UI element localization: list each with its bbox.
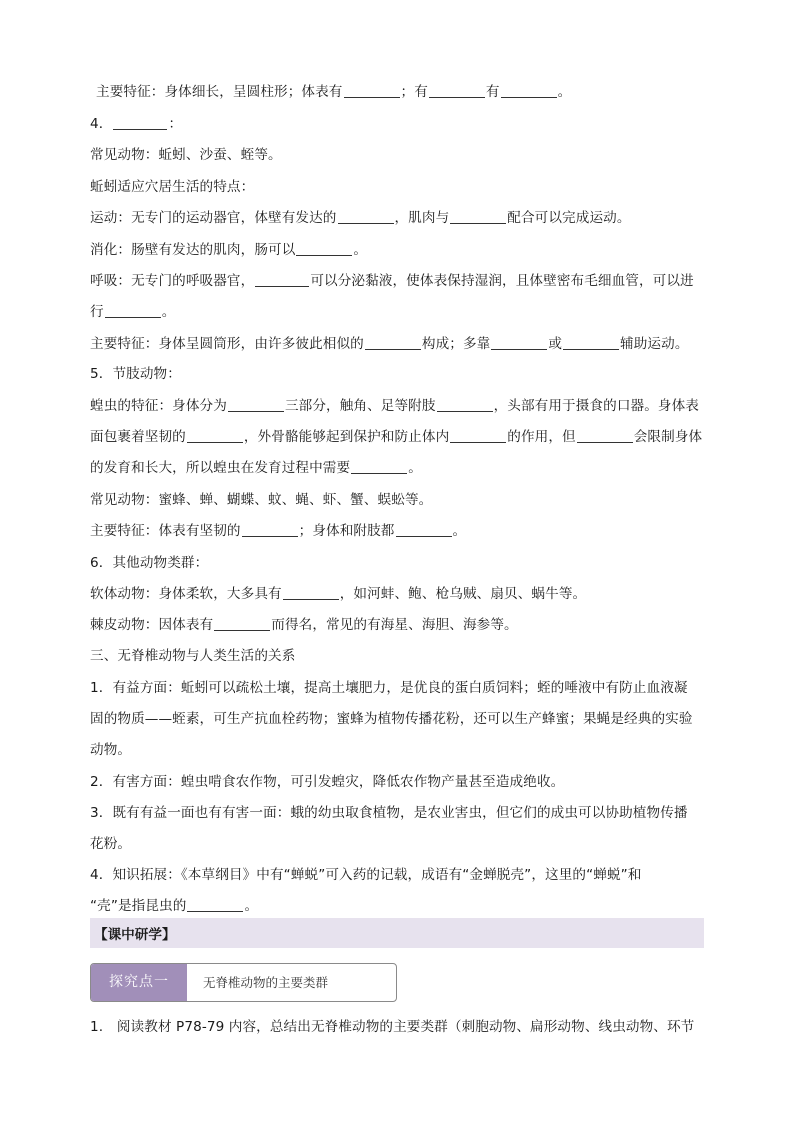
text-segment: 6．其他动物类群： [90, 555, 209, 571]
task-line: 1. 阅读教材 P78-79 内容，总结出无脊椎动物的主要类群（刺胞动物、扁形动物、线虫动物、环节 [90, 1019, 695, 1035]
text-line [90, 490, 704, 510]
fill-in-blank[interactable] [365, 335, 421, 350]
text-segment: ；身体和附肢都 [298, 523, 395, 539]
text-segment: 主要特征：身体细长，呈圆柱形；体表有 [96, 84, 343, 100]
text-segment: ： [168, 116, 183, 132]
fill-in-blank[interactable] [501, 83, 557, 98]
text-line [90, 803, 704, 823]
text-segment: ；有 [400, 84, 428, 100]
text-segment: 可以分泌黏液，使体表保持湿润，且体壁密布毛细血管，可以进 [310, 273, 694, 289]
text-line [96, 82, 704, 102]
text-line [90, 772, 704, 792]
fill-in-blank[interactable] [344, 83, 400, 98]
text-line [90, 865, 704, 885]
text-segment: 面包裹着坚韧的 [90, 429, 186, 445]
text-segment: 。 [557, 84, 572, 100]
text-segment: 1．有益方面：蚯蚓可以疏松土壤，提高土壤肥力，是优良的蛋白质饲料；蛭的唾液中有防止血液凝 [90, 680, 688, 696]
text-line [90, 646, 704, 666]
text-segment: 4． [90, 116, 113, 132]
text-line [90, 553, 704, 573]
fill-in-blank[interactable] [338, 209, 394, 224]
fill-in-blank[interactable] [396, 522, 452, 537]
fill-in-blank[interactable] [429, 83, 485, 98]
text-segment: ，如河蚌、鲍、枪乌贼、扇贝、蜗牛等。 [339, 586, 587, 602]
fill-in-blank[interactable] [105, 303, 161, 318]
fill-in-blank[interactable] [228, 397, 284, 412]
fill-in-blank[interactable] [113, 115, 167, 130]
text-segment: “壳”是指昆虫的 [90, 898, 187, 914]
text-line [90, 334, 704, 354]
text-line [90, 302, 704, 322]
text-segment: 。 [161, 304, 176, 320]
text-segment: 的作用，但 [507, 429, 576, 445]
text-segment: 或 [548, 336, 563, 352]
text-segment: ，头部有用于摄食的口器。身体表 [493, 398, 699, 414]
text-segment: 。 [408, 460, 422, 476]
text-line [90, 521, 704, 541]
fill-in-blank[interactable] [214, 616, 270, 631]
text-segment: 3．既有有益一面也有有害一面：蛾的幼虫取食植物，是农业害虫，但它们的成虫可以协助植物传播 [90, 805, 688, 821]
text-line [90, 114, 704, 134]
text-segment: 动物。 [90, 742, 132, 758]
text-segment: ，外骨骼能够起到保护和防止体内 [243, 429, 450, 445]
text-segment: 行 [90, 304, 104, 320]
text-segment: 蚯蚓适应穴居生活的特点： [90, 179, 255, 195]
fill-in-blank[interactable] [577, 428, 633, 443]
text-segment: 运动：无专门的运动器官，体壁有发达的 [90, 210, 337, 226]
text-segment: 而得名，常见的有海星、海胆、海参等。 [271, 617, 518, 633]
text-line [90, 271, 704, 291]
text-line [90, 678, 704, 698]
text-segment: 常见动物：蜜蜂、蝉、蝴蝶、蚊、蝇、虾、蟹、蜈蚣等。 [90, 492, 433, 508]
fill-in-blank[interactable] [437, 397, 493, 412]
text-segment: 棘皮动物：因体表有 [90, 617, 214, 633]
text-segment: 软体动物：身体柔软，大多具有 [90, 586, 282, 602]
text-segment: 花粉。 [90, 836, 132, 852]
text-segment: 辅助运动。 [620, 336, 689, 352]
text-line [90, 709, 704, 729]
section-banner-label: 【课中研学】 [94, 927, 176, 943]
text-segment: 三部分，触角、足等附肢 [284, 398, 436, 414]
text-segment: 会限制身体 [633, 429, 703, 445]
text-segment: 蝗虫的特征：身体分为 [90, 398, 227, 414]
probe-title: 无脊椎动物的主要类群 [203, 975, 329, 990]
section-banner [90, 918, 704, 948]
text-segment: 固的物质——蛭素，可生产抗血栓药物；蜜蜂为植物传播花粉，还可以生产蜂蜜；果蝇是经典的实验 [90, 711, 693, 727]
fill-in-blank[interactable] [187, 428, 243, 443]
text-line [90, 740, 704, 760]
text-segment: 的发育和长大，所以蝗虫在发育过程中需要 [90, 460, 351, 476]
text-line [90, 177, 704, 197]
text-segment: 。 [353, 242, 368, 258]
text-line [90, 458, 704, 478]
text-segment: 构成；多靠 [421, 336, 491, 352]
text-line [90, 427, 704, 447]
fill-in-blank[interactable] [296, 241, 352, 256]
text-segment: ，肌肉与 [394, 210, 450, 226]
fill-in-blank[interactable] [450, 209, 506, 224]
text-segment: 主要特征：体表有坚韧的 [90, 523, 241, 539]
text-segment: 呼吸：无专门的呼吸器官， [90, 273, 255, 289]
text-line [90, 240, 704, 260]
fill-in-blank[interactable] [187, 897, 243, 912]
fill-in-blank[interactable] [255, 272, 309, 287]
fill-in-blank[interactable] [351, 459, 407, 474]
fill-in-blank[interactable] [491, 335, 547, 350]
fill-in-blank[interactable] [283, 585, 339, 600]
text-segment: 消化：肠壁有发达的肌肉，肠可以 [90, 242, 296, 258]
probe-tag: 探究点一 [91, 964, 187, 1001]
text-line [90, 396, 704, 416]
text-segment: 。 [452, 523, 467, 539]
text-line [90, 896, 704, 916]
text-line [90, 834, 704, 854]
text-line [90, 584, 704, 604]
text-segment: 5．节肢动物： [90, 366, 181, 382]
text-segment: 三、无脊椎动物与人类生活的关系 [90, 648, 296, 664]
fill-in-blank[interactable] [450, 428, 506, 443]
text-segment: 有 [485, 84, 500, 100]
text-segment: 常见动物：蚯蚓、沙蚕、蛭等。 [90, 147, 282, 163]
fill-in-blank[interactable] [563, 335, 619, 350]
text-line [90, 615, 704, 635]
text-segment: 2．有害方面：蝗虫啃食农作物，可引发蝗灾，降低农作物产量甚至造成绝收。 [90, 774, 565, 790]
fill-in-blank[interactable] [242, 522, 298, 537]
text-line [90, 145, 704, 165]
text-segment: 4．知识拓展：《本草纲目》中有“蝉蜕”可入药的记载，成语有“金蝉脱壳”，这里的“蝉蜕”和 [90, 867, 642, 883]
text-line [90, 364, 704, 384]
text-line [90, 208, 704, 228]
text-segment: 主要特征：身体呈圆筒形，由许多彼此相似的 [90, 336, 364, 352]
probe-box [90, 963, 397, 1002]
text-segment: 配合可以完成运动。 [507, 210, 631, 226]
text-segment: 。 [244, 898, 259, 914]
